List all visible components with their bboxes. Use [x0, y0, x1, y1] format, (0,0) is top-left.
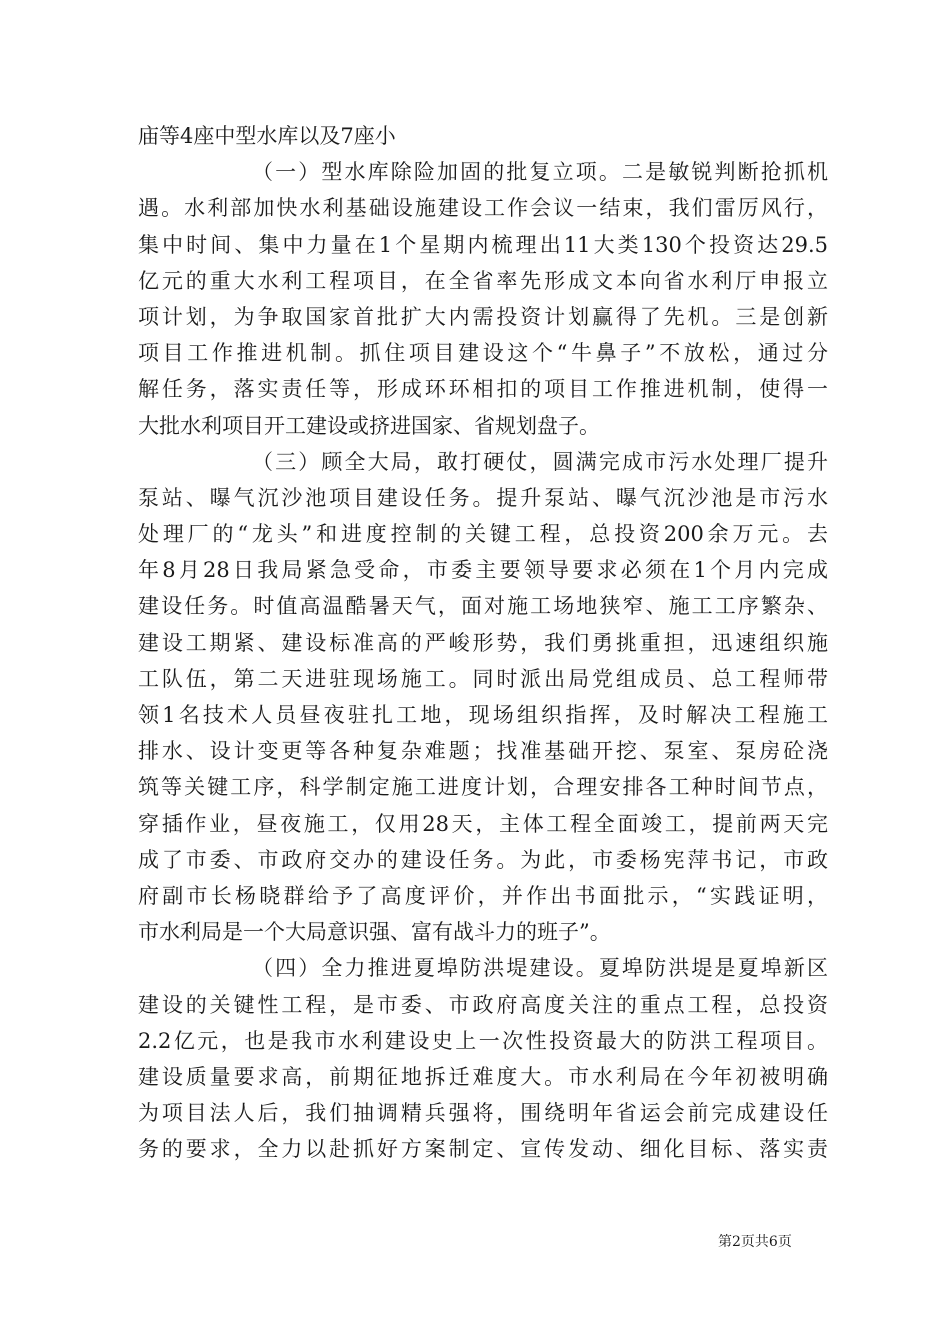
text-line: 遇。水利部加快水利基础设施建设工作会议一结束，我们雷厉风行，: [138, 196, 828, 221]
text-line: 项计划，为争取国家首批扩大内需投资计划赢得了先机。三是创新: [138, 304, 828, 329]
text-line: 穿插作业，昼夜施工，仅用28天，主体工程全面竣工，提前两天完: [138, 811, 828, 836]
paragraph-start-line: （三）顾全大局，敢打硬仗，圆满完成市污水处理厂提升: [252, 449, 828, 474]
paragraph-start-line: （四）全力推进夏埠防洪堤建设。夏埠防洪堤是夏埠新区: [252, 956, 828, 981]
text-line: 府副市长杨晓群给予了高度评价，并作出书面批示，“实践证明，: [138, 883, 828, 908]
text-line: 庙等4座中型水库以及7座小: [138, 124, 396, 148]
text-line: 2.2亿元，也是我市水利建设史上一次性投资最大的防洪工程项目。: [138, 1028, 828, 1053]
text-line: 为项目法人后，我们抽调精兵强将，围绕明年省运会前完成建设任: [138, 1101, 828, 1126]
document-body: [138, 118, 828, 1167]
text-line: 工队伍，第二天进驻现场施工。同时派出局党组成员、总工程师带: [138, 666, 828, 691]
text-line: 建设工期紧、建设标准高的严峻形势，我们勇挑重担，迅速组织施: [138, 630, 828, 655]
text-line: 成了市委、市政府交办的建设任务。为此，市委杨宪萍书记，市政: [138, 847, 828, 872]
text-line: 大批水利项目开工建设或挤进国家、省规划盘子。: [138, 413, 600, 438]
text-line: 筑等关键工序，科学制定施工进度计划，合理安排各工种时间节点，: [138, 775, 828, 800]
text-line: 项目工作推进机制。抓住项目建设这个“牛鼻子”不放松，通过分: [138, 341, 828, 366]
text-line: 建设质量要求高，前期征地拆迁难度大。市水利局在今年初被明确: [138, 1064, 828, 1089]
text-line: 市水利局是一个大局意识强、富有战斗力的班子”。: [138, 920, 611, 945]
text-line: 领1名技术人员昼夜驻扎工地，现场组织指挥，及时解决工程施工: [138, 703, 828, 727]
text-line: 建设的关键性工程，是市委、市政府高度关注的重点工程，总投资: [138, 992, 828, 1017]
text-line: 排水、设计变更等各种复杂难题；找准基础开挖、泵室、泵房砼浇: [138, 739, 828, 764]
text-line: 泵站、曝气沉沙池项目建设任务。提升泵站、曝气沉沙池是市污水: [138, 485, 828, 510]
text-line: 处理厂的“龙头”和进度控制的关键工程，总投资200余万元。去: [138, 522, 828, 547]
paragraph-start-line: （一）型水库除险加固的批复立项。二是敏锐判断抢抓机: [252, 160, 828, 185]
text-line: 年8月28日我局紧急受命，市委主要领导要求必须在1个月内完成: [138, 558, 828, 583]
page-number-footer: 第2页共6页: [718, 1234, 792, 1250]
text-line: 亿元的重大水利工程项目，在全省率先形成文本向省水利厅申报立: [138, 268, 828, 293]
text-line: 务的要求，全力以赴抓好方案制定、宣传发动、细化目标、落实责: [138, 1137, 828, 1162]
text-line: 建设任务。时值高温酷暑天气，面对施工场地狭窄、施工工序繁杂、: [138, 594, 828, 619]
text-line: 集中时间、集中力量在1个星期内梳理出11大类130个投资达29.5: [138, 232, 828, 257]
text-line: 解任务，落实责任等，形成环环相扣的项目工作推进机制，使得一: [138, 377, 828, 402]
